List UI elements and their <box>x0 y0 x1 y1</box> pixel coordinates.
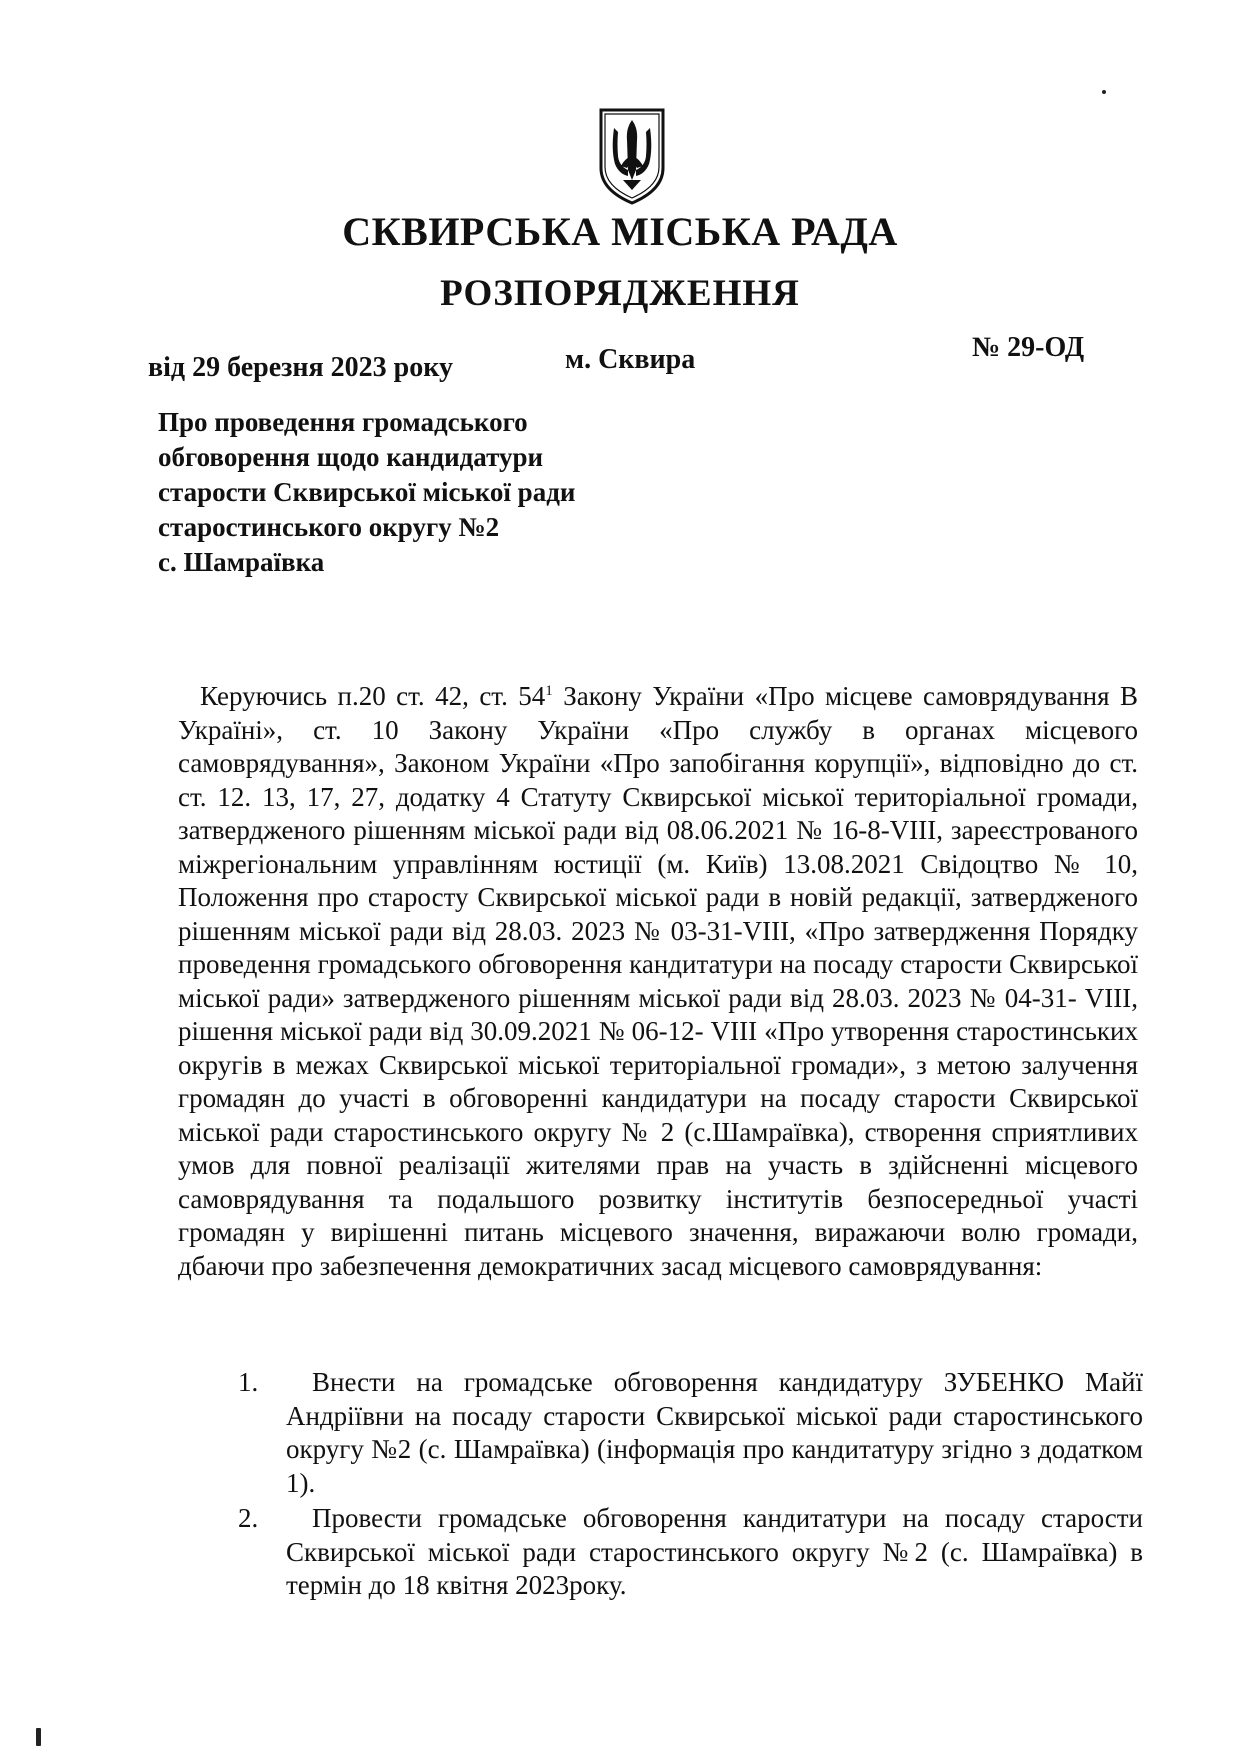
document-subject <box>158 405 718 580</box>
subject-line: с. Шамраївка <box>158 547 325 577</box>
subject-line: обговорення щодо кандидатури <box>158 442 544 472</box>
order-text: Провести громадське обговорення кандитатури на посаду старости Сквирської міської ради старостинського округу №2 (с. Шамраївка) в термін до 18 квітня 2023року. <box>286 1503 1143 1600</box>
subject-line: старости Сквирської міської ради <box>158 477 576 507</box>
order-list <box>238 1366 1143 1605</box>
scan-speck <box>36 1728 41 1746</box>
tryzub-icon <box>597 106 667 206</box>
order-item <box>238 1502 1143 1603</box>
preamble-text-rest: Закону України «Про місцеве самоврядування В Україні», ст. 10 Закону України «Про службу в органах місцевого самоврядування», Законом України «Про запобігання корупції», відповідно до ст. ст. 12. 13, 17, 27, додатку 4 Статуту Сквирської міської територіальної громади, затвердженого рішенням міської ради від 08.06.2021 № 16-8-VIII, зареєстрованого міжрегіональним управлінням юстиції (м. Київ) 13.08.2021 Свідоцтво № 10, Положення про старосту Сквирської міської ради в новій редакції, затвердженого рішенням міської ради від 28.03. 2023 № 03-31-VIII, «Про затвердження Порядку проведення громадського обговорення кандитатури на посаду старости Сквирської міської ради» затвердженого рішенням міської ради від 28.03. 2023 № 04-31- VIII, рішення міської ради від 30.09.2021 № 06-12- VIII «Про утворення старостинських округів в межах Сквирської міської територіальної громади», з метою залучення громадян до участі в обговоренні кандидатури на посаду старости Сквирської міської ради старостинського округу № 2 (с.Шамраївка), створення сприятливих умов для повної реалізації жителями прав на участь в здійсненні місцевого самоврядування та подальшого розвитку інститутів безпосередньої участі громадян у вирішенні питань місцевого значення, виражаючи волю громади, дбаючи про забезпечення демократичних засад місцевого самоврядування: <box>178 681 1138 1281</box>
subject-line: Про проведення громадського <box>158 407 528 437</box>
subject-line: старостинського округу №2 <box>158 512 500 542</box>
document-date: від 29 березня 2023 року <box>148 352 453 383</box>
order-number: 1. <box>238 1367 259 1397</box>
document-type-title: РОЗПОРЯДЖЕННЯ <box>440 273 800 314</box>
order-number: 2. <box>238 1503 259 1533</box>
document-city: м. Сквира <box>565 344 696 375</box>
document-number: № 29-ОД <box>972 332 1085 363</box>
order-item <box>238 1366 1143 1500</box>
article-superscript: 1 <box>545 683 553 699</box>
coat-of-arms-icon <box>597 106 667 206</box>
preamble-paragraph <box>178 680 1138 1283</box>
council-name: СКВИРСЬКА МІСЬКА РАДА <box>342 209 898 254</box>
preamble-text-start: Керуючись п.20 ст. 42, ст. 54 <box>200 681 546 711</box>
scan-speck <box>1102 90 1106 94</box>
order-text: Внести на громадське обговорення кандидатуру ЗУБЕНКО Майї Андріївни на посаду старости Сквирської міської ради старостинського округу №2 (с. Шамраївка) (інформація про кандитатуру згідно з додатком 1). <box>286 1367 1143 1498</box>
